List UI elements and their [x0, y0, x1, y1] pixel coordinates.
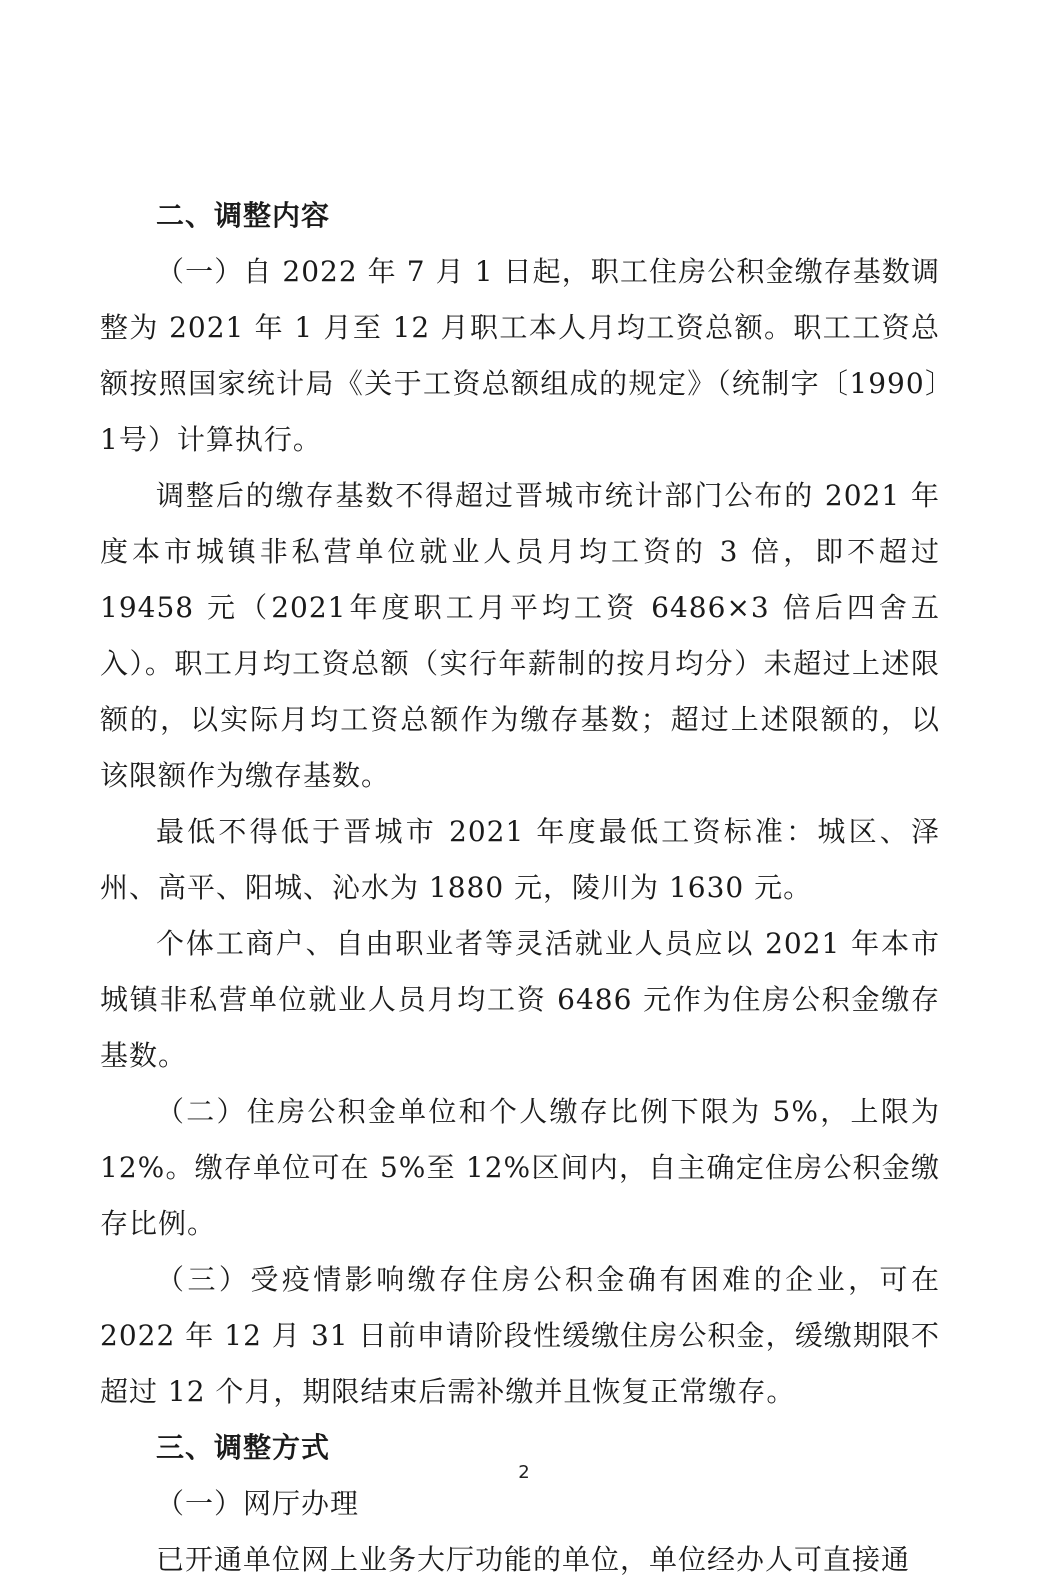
paragraph-upper-limit: 调整后的缴存基数不得超过晋城市统计部门公布的 2021 年度本市城镇非私营单位就业人员月均工资的 3 倍，即不超过 19458 元（2021年度职工月平均工资 6486×3 倍后四舍五入）。职工月均工资总额（实行年薪制的按月均分）未超过上述限额的，以实际月均工资总额作为缴存基数；超过上述限额的，以该限额作为缴存基数。 — [100, 479, 940, 792]
subheading-online-hall: （一）网厅办理 — [156, 1487, 360, 1520]
section-heading-adjustment-method: 三、调整方式 — [156, 1431, 331, 1464]
paragraph-deferred-payment: （三）受疫情影响缴存住房公积金确有困难的企业，可在 2022 年 12 月 31 日前申请阶段性缓缴住房公积金，缓缴期限不超过 12 个月，期限结束后需补缴并且恢复正常缴存。 — [100, 1263, 940, 1408]
section-heading-adjustment-content: 二、调整内容 — [156, 199, 331, 232]
paragraph-lower-limit: 最低不得低于晋城市 2021 年度最低工资标准：城区、泽州、高平、阳城、沁水为 1880 元，陵川为 1630 元。 — [100, 815, 940, 904]
paragraph-base-adjustment: （一）自 2022 年 7 月 1 日起，职工住房公积金缴存基数调整为 2021 年 1 月至 12 月职工本人月均工资总额。职工工资总额按照国家统计局《关于工资总额组成的规定》（统制字〔1990〕1号）计算执行。 — [100, 255, 940, 456]
page-number: 2 — [518, 1462, 530, 1483]
document-body — [100, 188, 940, 1588]
paragraph-contribution-ratio: （二）住房公积金单位和个人缴存比例下限为 5%，上限为 12%。缴存单位可在 5%至 12%区间内，自主确定住房公积金缴存比例。 — [100, 1095, 940, 1240]
paragraph-flexible-employment: 个体工商户、自由职业者等灵活就业人员应以 2021 年本市城镇非私营单位就业人员月均工资 6486 元作为住房公积金缴存基数。 — [100, 927, 940, 1072]
paragraph-online-hall: 已开通单位网上业务大厅功能的单位，单位经办人可直接通 — [156, 1543, 911, 1576]
